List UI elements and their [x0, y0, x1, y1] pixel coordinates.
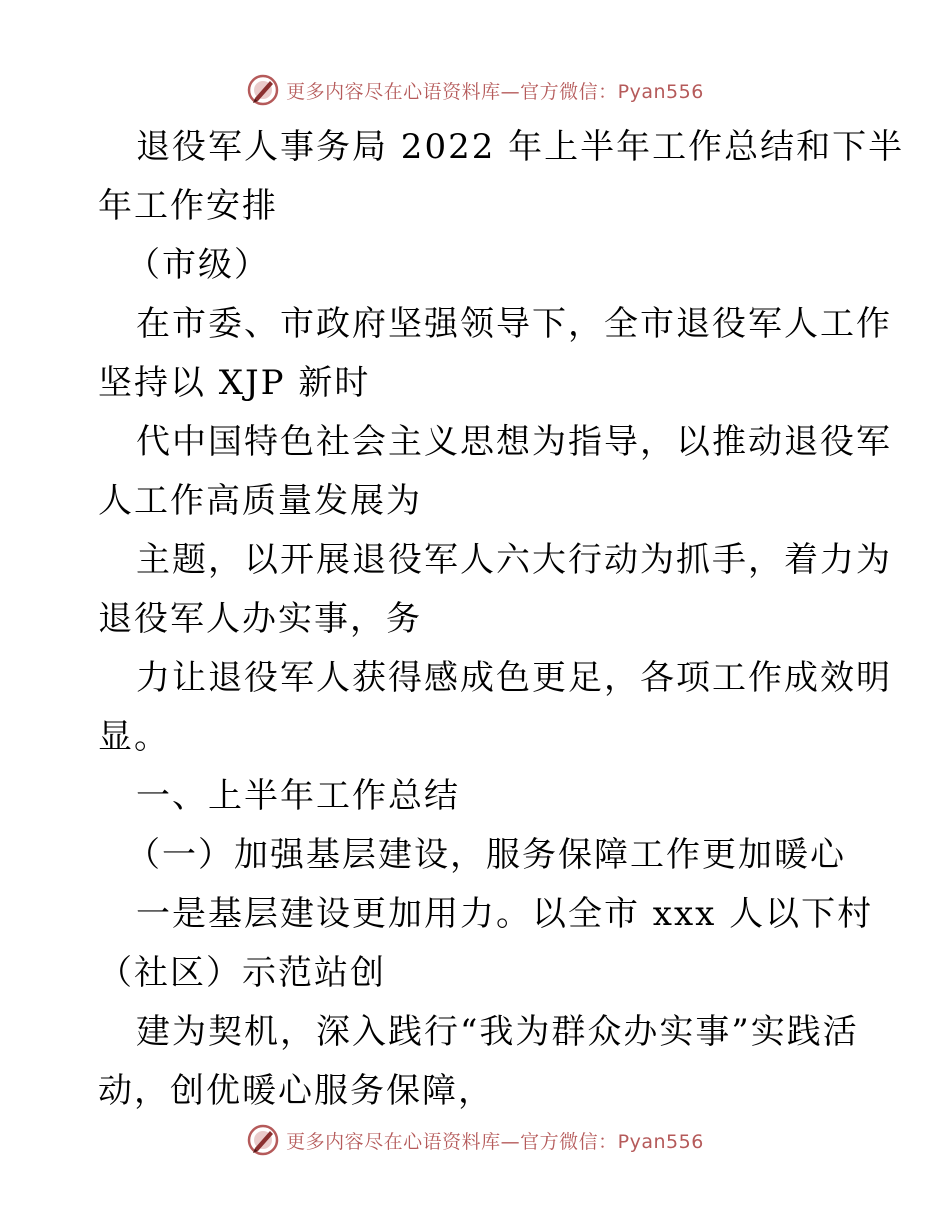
paragraph-line: 坚持以 XJP 新时: [98, 363, 371, 403]
paragraph-line: 主题，以开展退役军人六大行动为抓手，着力为: [136, 540, 892, 580]
pen-seal-icon: [246, 1123, 280, 1157]
footer-watermark: [0, 1120, 950, 1160]
pen-seal-icon: [246, 73, 280, 107]
paragraph-line: 代中国特色社会主义思想为指导，以推动退役军: [136, 422, 892, 462]
watermark-text: 更多内容尽在心语资料库—官方微信：Pyan556: [286, 1130, 704, 1153]
doc-subtitle: （市级）: [126, 245, 270, 285]
paragraph-line: 退役军人办实事，务: [98, 599, 422, 639]
document-body: [98, 118, 905, 1121]
watermark-text: 更多内容尽在心语资料库—官方微信：Pyan556: [286, 80, 704, 103]
paragraph-line: 力让退役军人获得感成色更足，各项工作成效明: [136, 658, 892, 698]
paragraph-line: 动，创优暖心服务保障，: [98, 1071, 494, 1111]
doc-title-line-2: 年工作安排: [98, 186, 278, 226]
paragraph-line: 一是基层建设更加用力。以全市 xxx 人以下村: [136, 894, 874, 934]
paragraph-line: 建为契机，深入践行“我为群众办实事”实践活: [136, 1012, 859, 1052]
section-heading: 一、上半年工作总结: [136, 776, 460, 816]
paragraph-line: 在市委、市政府坚强领导下，全市退役军人工作: [136, 304, 892, 344]
paragraph-line: 人工作高质量发展为: [98, 481, 422, 521]
paragraph-line: （社区）示范站创: [98, 953, 386, 993]
header-watermark: [0, 70, 950, 110]
doc-title-line-1: 退役军人事务局 2022 年上半年工作总结和下半: [136, 127, 905, 167]
subsection-heading: （一）加强基层建设，服务保障工作更加暖心: [126, 835, 846, 875]
paragraph-line: 显。: [98, 717, 170, 757]
